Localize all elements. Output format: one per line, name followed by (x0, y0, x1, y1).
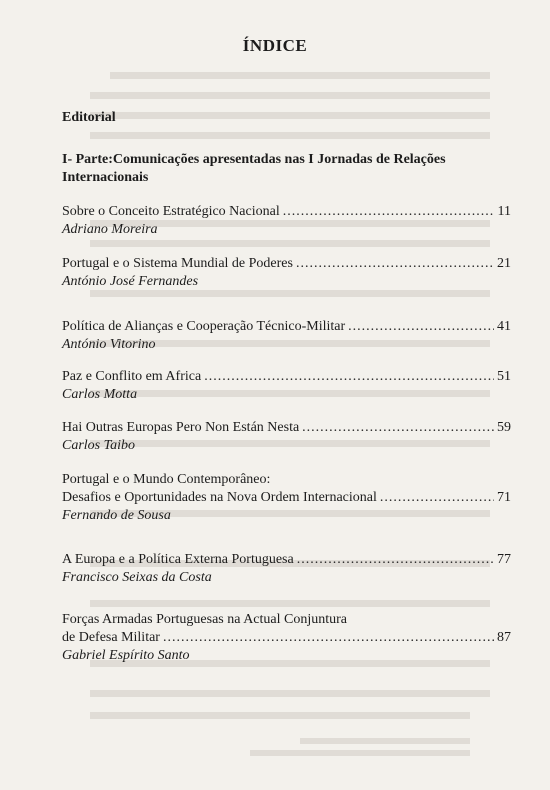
toc-entry-line (62, 255, 511, 273)
toc-entry-title: de Defesa Militar (62, 630, 160, 645)
toc-entry-title: Desafios e Oportunidades na Nova Ordem Internacional (62, 490, 377, 505)
toc-entry-author: Francisco Seixas da Costa (62, 570, 212, 585)
leader-dots (297, 551, 494, 569)
leader-dots (348, 318, 494, 336)
toc-entry-page: 11 (497, 204, 511, 219)
editorial-heading: Editorial (62, 110, 116, 125)
toc-entry-title: Forças Armadas Portuguesas na Actual Conjuntura (62, 612, 348, 627)
toc-entry-7[interactable] (62, 551, 511, 587)
toc-entry-line (62, 611, 511, 629)
part-heading: I- Parte:Comunicações apresentadas nas I Jornadas de Relações Internacionais (62, 152, 446, 185)
leader-dots (204, 368, 494, 386)
toc-entry-author: Gabriel Espírito Santo (62, 648, 190, 663)
toc-entry-title: Hai Outras Europas Pero Non Están Nesta (62, 420, 300, 435)
toc-entry-1[interactable] (62, 203, 511, 239)
toc-entry-title: A Europa e a Política Externa Portuguesa (62, 552, 294, 567)
toc-entry-line (62, 368, 511, 386)
toc-entry-author: Carlos Motta (62, 387, 138, 402)
toc-entry-page: 21 (497, 256, 511, 271)
toc-entry-author: António Vitorino (62, 337, 156, 352)
leader-dots (283, 203, 495, 221)
toc-entry-author: Carlos Taibo (62, 438, 136, 453)
toc-entry-author: Adriano Moreira (62, 222, 158, 237)
toc-entry-title: Sobre o Conceito Estratégico Nacional (62, 204, 280, 219)
toc-entry-page: 51 (497, 369, 511, 384)
toc-entry-page: 71 (497, 490, 511, 505)
toc-entry-line (62, 629, 511, 647)
toc-entry-line (62, 419, 511, 437)
toc-entry-6[interactable] (62, 471, 511, 525)
toc-entry-line (62, 203, 511, 221)
toc-entry-line (62, 551, 511, 569)
toc-entry-title: Portugal e o Sistema Mundial de Poderes (62, 256, 293, 271)
leader-dots (302, 419, 494, 437)
toc-entry-line (62, 318, 511, 336)
toc-entry-title: Portugal e o Mundo Contemporâneo: (62, 472, 271, 487)
toc-entry-author: Fernando de Sousa (62, 508, 171, 523)
leader-dots (163, 629, 494, 647)
leader-dots (296, 255, 494, 273)
leader-dots (380, 489, 494, 507)
toc-entry-title: Paz e Conflito em Africa (62, 369, 202, 384)
toc-entry-4[interactable] (62, 368, 511, 404)
toc-entry-title: Política de Alianças e Cooperação Técnico-Militar (62, 319, 346, 334)
toc-entry-page: 77 (497, 552, 511, 567)
toc-entry-page: 41 (497, 319, 511, 334)
toc-entry-page: 59 (497, 420, 511, 435)
toc-entry-2[interactable] (62, 255, 511, 291)
toc-entry-page: 87 (497, 630, 511, 645)
toc-entry-5[interactable] (62, 419, 511, 455)
toc-entry-line (62, 489, 511, 507)
toc-entry-3[interactable] (62, 318, 511, 354)
toc-entry-8[interactable] (62, 611, 511, 665)
toc-entry-line (62, 471, 511, 489)
page-title: ÍNDICE (242, 36, 308, 55)
toc-entry-author: António José Fernandes (62, 274, 199, 289)
